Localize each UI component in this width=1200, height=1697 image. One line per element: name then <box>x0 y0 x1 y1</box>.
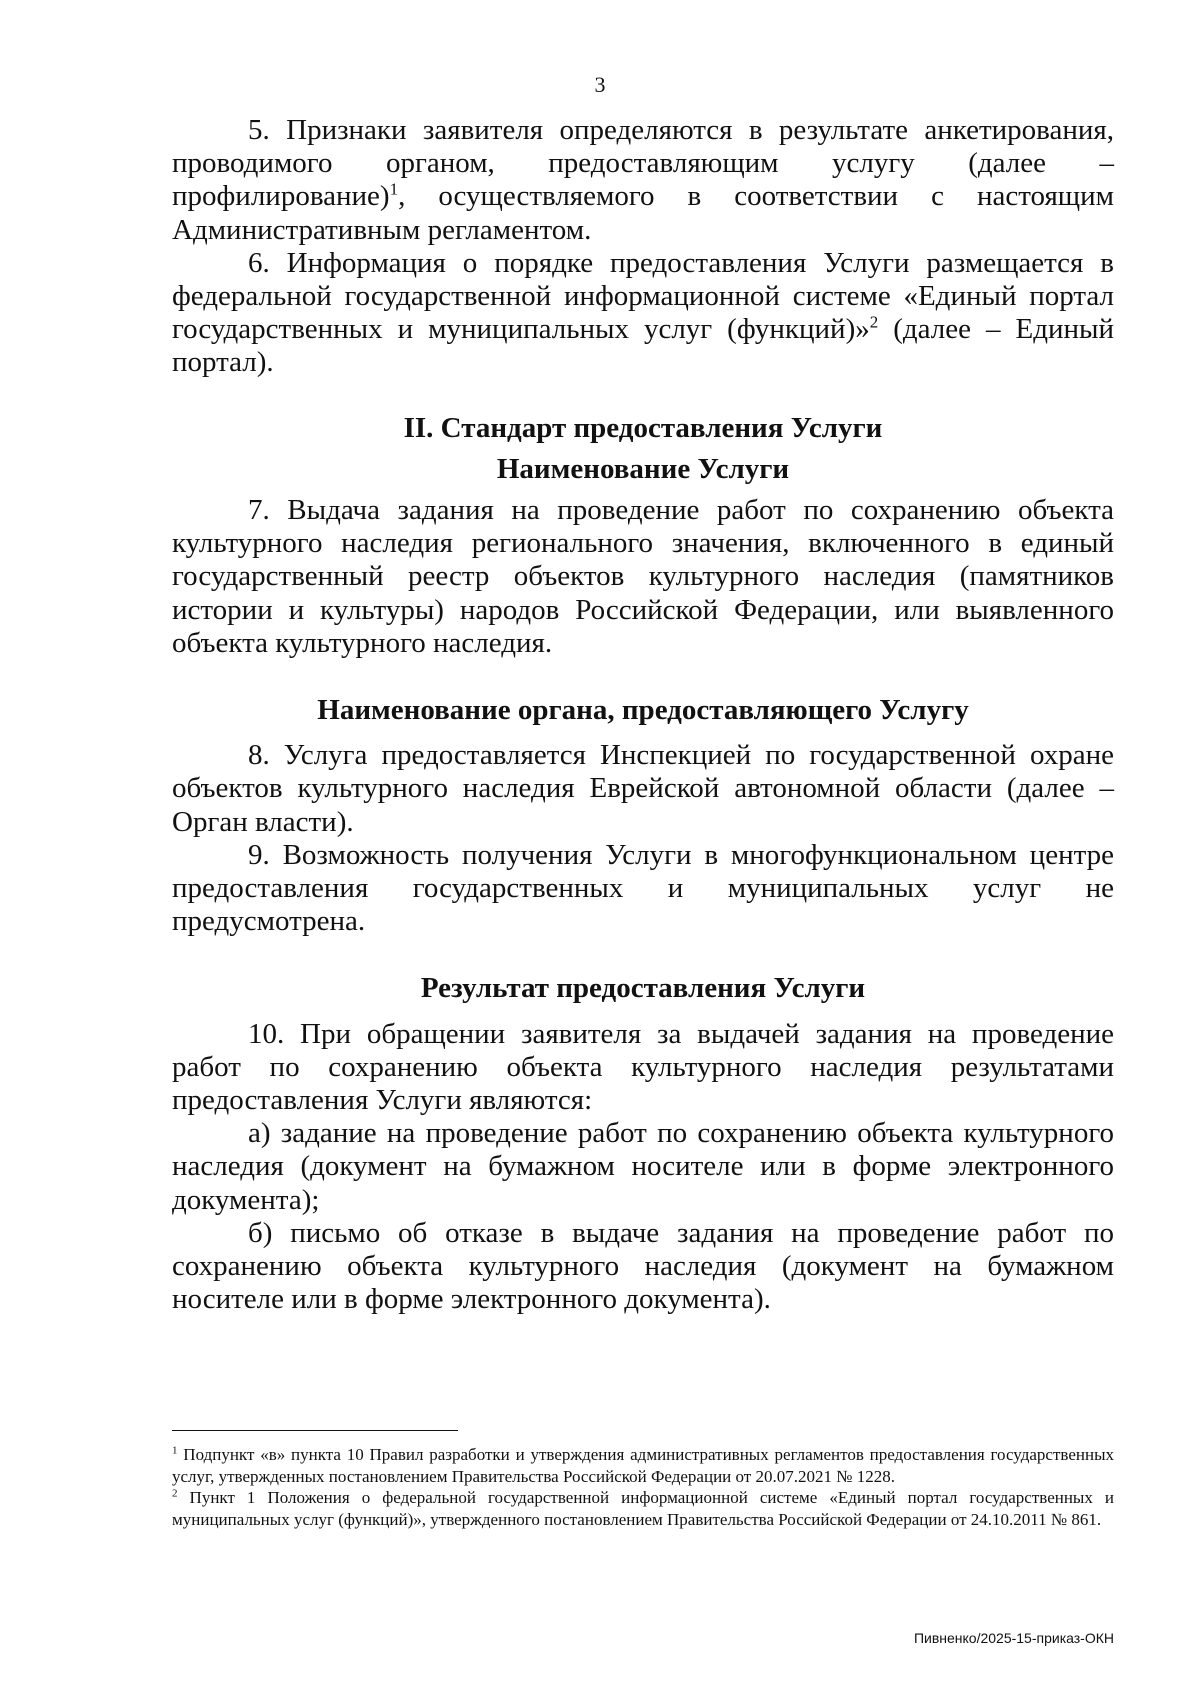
document-body <box>172 114 1114 1317</box>
paragraph-6-text: 6. Информация о порядке предоставления Услуги размещается в федеральной государственной информационной системе «Единый портал государственных и муниципальных услуг (функций)» <box>172 246 1114 346</box>
paragraph-6 <box>172 247 1114 380</box>
paragraph-9: 9. Возможность получения Услуги в многофункциональном центре предоставления государственных и муниципальных услуг не предусмотрена. <box>172 838 1114 938</box>
footnote-separator <box>172 1430 458 1431</box>
subheading-service-name: Наименование Услуги <box>496 452 790 485</box>
paragraph-5 <box>172 114 1114 247</box>
paragraph-6-text-cont: (далее – Единый портал). <box>172 313 1114 379</box>
subheading-result: Результат предоставления Услуги <box>420 972 866 1005</box>
footnote-marker-1: 1 <box>172 1444 178 1457</box>
paragraph-5-text: 5. Признаки заявителя определяются в результате анкетирования, проводимого органом, предоставляющим услугу (далее – профилирование) <box>172 114 1114 213</box>
footnote-ref-2[interactable]: 2 <box>869 312 879 332</box>
page-number: 3 <box>594 72 606 97</box>
footnote-ref-1[interactable]: 1 <box>389 179 399 199</box>
paragraph-10: 10. При обращении заявителя за выдачей задания на проведение работ по сохранению объекта культурного наследия результатами предоставления Услуги являются: <box>172 1017 1114 1117</box>
document-code: Пивненко/2025-15-приказ-ОКН <box>913 1630 1114 1646</box>
subheading-authority-name: Наименование органа, предоставляющего Услугу <box>317 694 969 727</box>
footnote-1 <box>172 1444 1114 1487</box>
footnote-1-text: Подпункт «в» пункта 10 Правил разработки и утверждения административных регламентов предоставления государственных услуг, утвержденных постановлением Правительства Российской Федерации от 20.07.2021 № 1228. <box>172 1445 1114 1486</box>
paragraph-10-a: а) задание на проведение работ по сохранению объекта культурного наследия (документ на бумажном носителе или в форме электронного документа); <box>172 1117 1114 1216</box>
footnote-2 <box>172 1487 1114 1530</box>
paragraph-8: 8. Услуга предоставляется Инспекцией по государственной охране объектов культурного наследия Еврейской автономной области (далее – Орган власти). <box>172 739 1114 838</box>
footnote-2-text: Пункт 1 Положения о федеральной государственной информационной системе «Единый портал государственных и муниципальных услуг (функций)», утвержденного постановлением Правительства Российской Федерации от 24.10.2011 № 861. <box>172 1488 1114 1529</box>
paragraph-10-b: б) письмо об отказе в выдаче задания на проведение работ по сохранению объекта культурного наследия (документ на бумажном носителе или в форме электронного документа). <box>172 1216 1114 1316</box>
paragraph-7: 7. Выдача задания на проведение работ по сохранению объекта культурного наследия регионального значения, включенного в единый государственный реестр объектов культурного наследия (памятников истории и культуры) народов Российской Федерации, или выявленного объекта культурного наследия. <box>172 494 1114 659</box>
footnotes <box>172 1444 1114 1530</box>
section-heading: II. Стандарт предоставления Услуги <box>403 411 883 444</box>
paragraph-5-text-cont: , осуществляемого в соответствии с настоящим Административным регламентом. <box>172 180 1114 246</box>
footnote-marker-2: 2 <box>172 1487 178 1500</box>
